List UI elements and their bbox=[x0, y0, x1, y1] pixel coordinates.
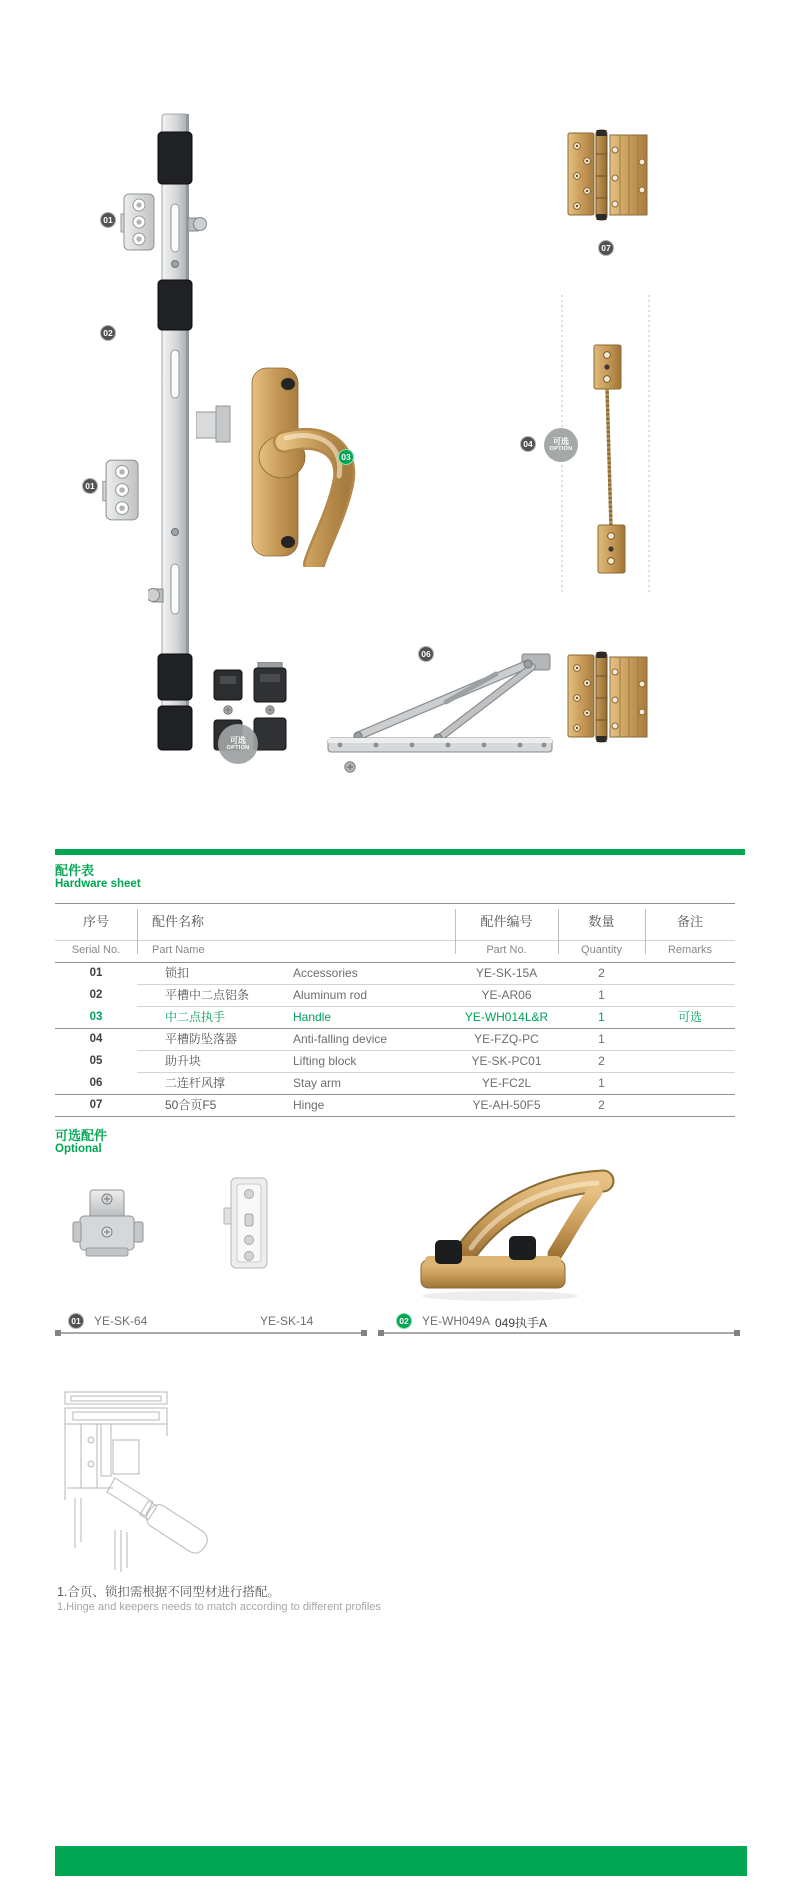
table-row: 07 50合页F5 Hinge YE-AH-50F5 2 bbox=[89, 1098, 605, 1112]
hinge-top-illustration bbox=[566, 128, 650, 222]
optional-keeper-ye-sk-64 bbox=[72, 1184, 144, 1266]
column-divider bbox=[137, 909, 138, 954]
optional-group-01-line bbox=[57, 1332, 367, 1334]
optional-group-02-line bbox=[380, 1332, 738, 1334]
optional-label-ye-sk-14: YE-SK-14 bbox=[260, 1314, 314, 1328]
optional-title-zh: 可选配件 bbox=[55, 1128, 108, 1143]
optional-handle-ye-wh049a bbox=[405, 1156, 630, 1306]
optional-stamp-liftblock: 可选 OPTION bbox=[218, 724, 258, 764]
profile-section-drawing bbox=[55, 1380, 235, 1585]
table-row: 04 平槽防坠落器 Anti-falling device YE-FZQ-PC 1 bbox=[89, 1032, 605, 1046]
keeper-plate-top bbox=[120, 192, 156, 252]
row-rule bbox=[137, 984, 735, 985]
callout-04-badge: 04 bbox=[520, 436, 536, 452]
row-rule bbox=[137, 1072, 735, 1073]
callout-01b-badge: 01 bbox=[82, 478, 98, 494]
optional-stamp-antifall: 可选 OPTION bbox=[544, 428, 578, 462]
table-border-bottom bbox=[55, 1116, 735, 1117]
table-row: 06 二连杆风撑 Stay arm YE-FC2L 1 bbox=[89, 1076, 605, 1090]
optional-group-01-badge: 01 bbox=[68, 1313, 84, 1329]
table-header-border bbox=[55, 962, 735, 963]
optional-title bbox=[55, 1128, 107, 1156]
optional-keeper-ye-sk-14 bbox=[222, 1176, 276, 1272]
footnote-en: 1.Hinge and keepers needs to match according to different profiles bbox=[57, 1601, 381, 1613]
hinge-bottom-illustration bbox=[566, 650, 650, 744]
callout-02-badge: 02 bbox=[100, 325, 116, 341]
table-header-rule bbox=[55, 940, 735, 941]
table-row-highlighted: 03 中二点执手 Handle YE-WH014L&R 1 可选 bbox=[89, 1010, 702, 1024]
line-end-square bbox=[378, 1330, 384, 1336]
column-divider bbox=[455, 909, 456, 954]
row-rule bbox=[55, 1094, 735, 1095]
section-divider bbox=[55, 849, 745, 855]
callout-03-badge: 03 bbox=[338, 449, 354, 465]
table-border-top bbox=[55, 903, 735, 904]
row-rule bbox=[137, 1006, 735, 1007]
table-row: 02 平槽中二点铝条 Aluminum rod YE-AR06 1 bbox=[89, 988, 605, 1002]
row-rule bbox=[137, 1050, 735, 1051]
optional-title-en: Optional bbox=[55, 1143, 102, 1155]
callout-07-badge: 07 bbox=[598, 240, 614, 256]
footnote-zh: 1.合页、锁扣需根据不同型材进行搭配。 bbox=[57, 1585, 280, 1599]
table-row: 05 助升块 Lifting block YE-SK-PC01 2 bbox=[89, 1054, 605, 1068]
optional-label-049-handle: 049执手A bbox=[495, 1316, 548, 1330]
row-rule bbox=[55, 1028, 735, 1029]
table-header-en: Serial No. Part Name Part No. Quantity Remarks bbox=[71, 944, 712, 956]
hardware-sheet-table bbox=[55, 903, 735, 1116]
optional-label-ye-wh049a: YE-WH049A bbox=[422, 1314, 491, 1328]
footer-green-bar bbox=[55, 1846, 747, 1876]
hardware-sheet-title-zh: 配件表 bbox=[55, 863, 95, 878]
column-divider bbox=[645, 909, 646, 954]
optional-group-02-badge: 02 bbox=[396, 1313, 412, 1329]
hardware-sheet-title-en: Hardware sheet bbox=[55, 878, 141, 890]
exploded-diagram bbox=[0, 0, 800, 800]
table-header-zh: 序号 配件名称 配件编号 数量 备注 bbox=[82, 914, 703, 929]
callout-01-badge: 01 bbox=[100, 212, 116, 228]
optional-label-ye-sk-64: YE-SK-64 bbox=[94, 1314, 148, 1328]
hardware-sheet-title bbox=[55, 863, 141, 891]
table-row: 01 锁扣 Accessories YE-SK-15A 2 bbox=[89, 966, 605, 980]
callout-06-badge: 06 bbox=[418, 646, 434, 662]
column-divider bbox=[558, 909, 559, 954]
stay-arm-illustration bbox=[326, 640, 556, 780]
line-end-square bbox=[55, 1330, 61, 1336]
line-end-square bbox=[361, 1330, 367, 1336]
line-end-square bbox=[734, 1330, 740, 1336]
keeper-plate-bottom bbox=[100, 458, 142, 522]
